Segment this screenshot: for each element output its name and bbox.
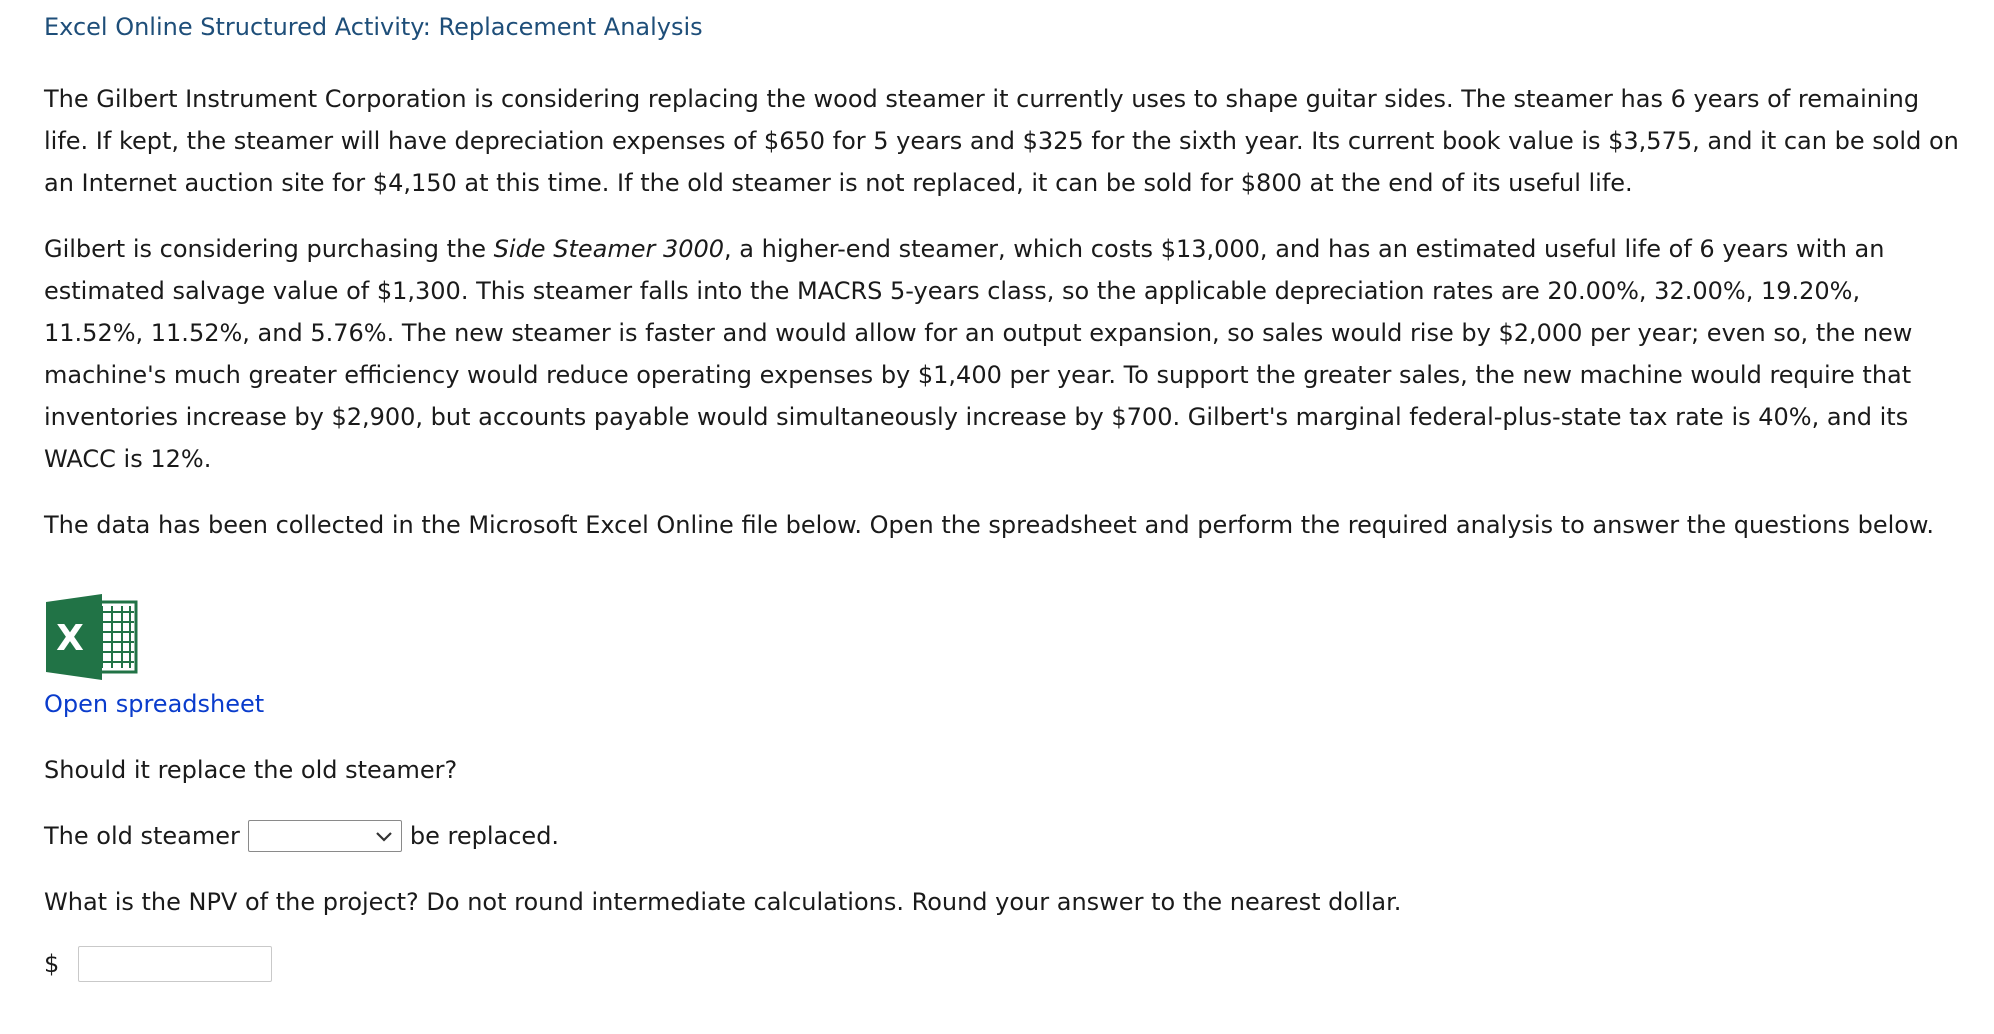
product-name: Side Steamer 3000 <box>493 235 725 263</box>
question-1-answer-row <box>44 820 1964 852</box>
replace-decision-dropdown[interactable] <box>248 820 402 852</box>
problem-paragraph-3: The data has been collected in the Microsoft Excel Online file below. Open the spreadsheet and perform the required analysis to answer the questions below. <box>44 511 1934 539</box>
chevron-down-icon <box>373 823 395 849</box>
excel-icon[interactable] <box>44 594 140 680</box>
open-spreadsheet-link[interactable]: Open spreadsheet <box>44 690 265 718</box>
npv-answer-row <box>44 946 1964 982</box>
answer-suffix-text: be replaced. <box>409 822 560 850</box>
paragraph-2-intro: Gilbert is considering purchasing the <box>44 235 494 263</box>
answer-prefix-text: The old steamer <box>44 822 240 850</box>
problem-paragraph-1: The Gilbert Instrument Corporation is considering replacing the wood steamer it currently uses to shape guitar sides. The steamer has 6 years of remaining life. If kept, the steamer will have depreciation expenses of $650 for 5 years and $325 for the sixth year. Its current book value is $3,575, and it can be sold on an Internet auction site for $4,150 at this time. If the old steamer is not replaced, it can be sold for $800 at the end of its useful life. <box>44 85 1959 197</box>
paragraph-2-details: , a higher-end steamer, which costs $13,000, and has an estimated useful life of 6 years with an estimated salvage value of $1,300. This steamer falls into the MACRS 5-years class, so the applicable depreciation rates are 20.00%, 32.00%, 19.20%, 11.52%, 11.52%, and 5.76%. The new steamer is faster and would allow for an output expansion, so sales would rise by $2,000 per year; even so, the new machine's much greater efficiency would reduce operating expenses by $1,400 per year. To support the greater sales, the new machine would require that inventories increase by $2,900, but accounts payable would simultaneously increase by $700. Gilbert's marginal federal-plus-state tax rate is 40%, and its WACC is 12%. <box>44 235 1913 473</box>
activity-page <box>44 0 1964 982</box>
currency-symbol: $ <box>44 950 60 978</box>
question-2-prompt: What is the NPV of the project? Do not round intermediate calculations. Round your answer to the nearest dollar. <box>44 888 1402 916</box>
question-1-prompt: Should it replace the old steamer? <box>44 756 458 784</box>
npv-input[interactable] <box>78 946 272 982</box>
activity-title: Excel Online Structured Activity: Replacement Analysis <box>44 13 703 41</box>
problem-paragraph-2 <box>44 228 1964 480</box>
excel-icon-letter: X <box>56 618 84 659</box>
